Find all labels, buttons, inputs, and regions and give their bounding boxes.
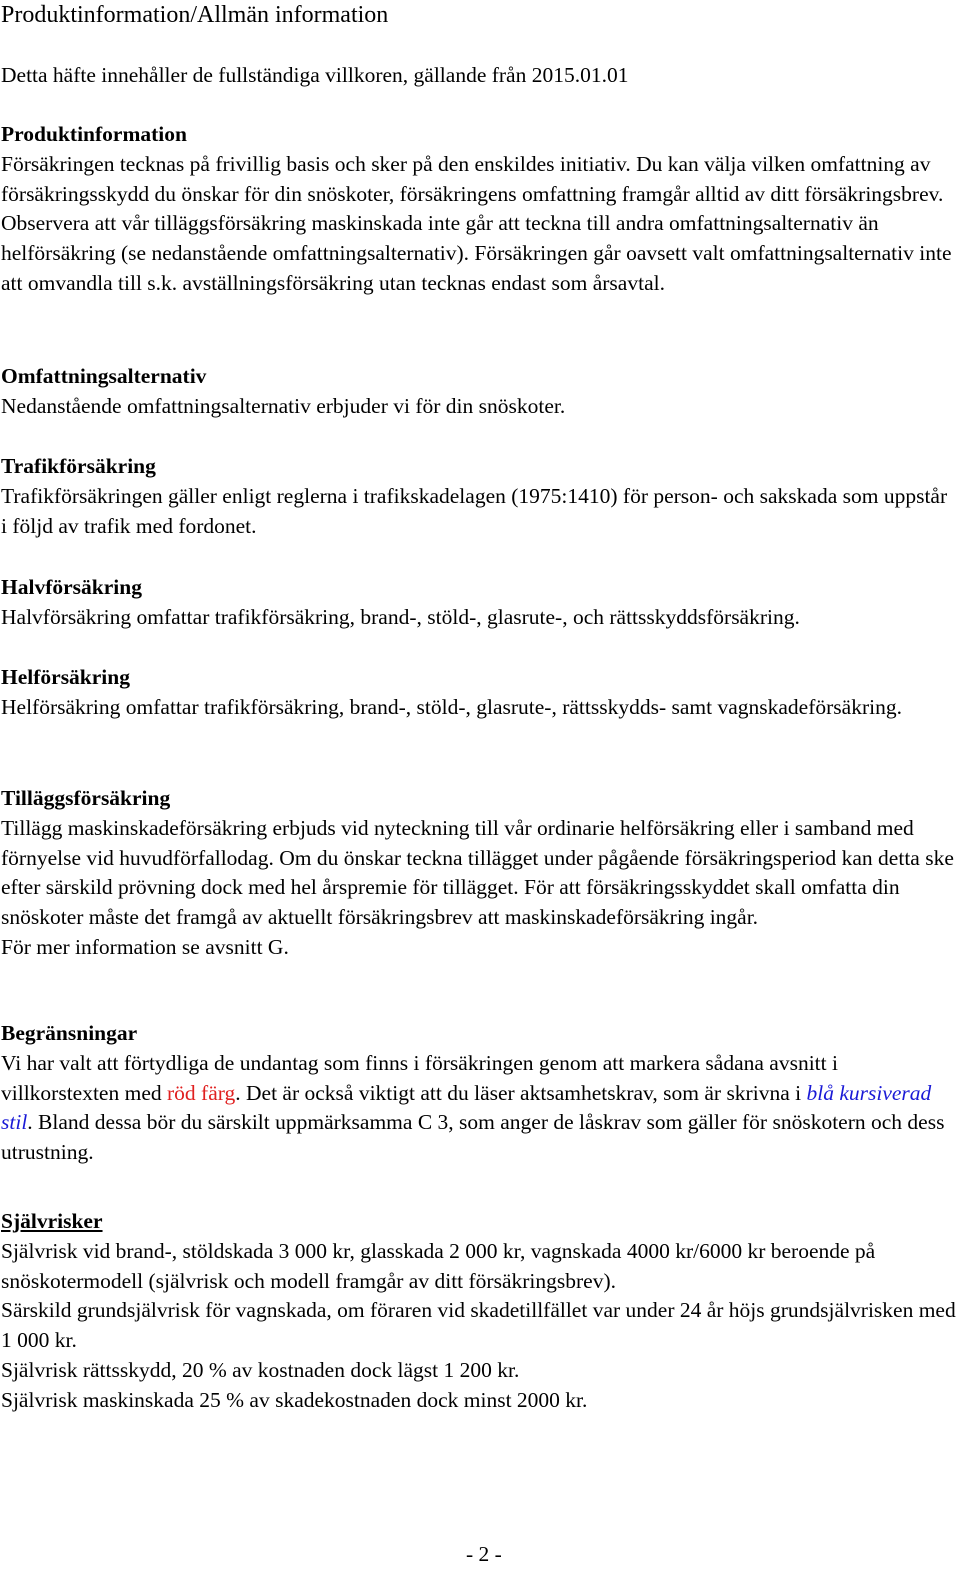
body-text-part: Vi har valt att förtydliga de undantag som finns i försäkringen genom att markera sådana avsnitt i villkorstexten med xyxy=(1,1050,838,1105)
section-tillaggsforsakring xyxy=(1,784,956,963)
deductible-line: Självrisk rättsskydd, 20 % av kostnaden dock lägst 1 200 kr. xyxy=(1,1357,520,1382)
section-heading: Halvförsäkring xyxy=(1,575,142,599)
section-body: Helförsäkring omfattar trafikförsäkring, brand-, stöld-, glasrute-, rättsskydds- samt vagnskadeförsäkring. xyxy=(1,694,902,719)
deductible-line: Särskild grundsjälvrisk för vagnskada, om föraren vid skadetillfället var under 24 år höjs grundsjälvrisken med 1 000 kr. xyxy=(1,1298,956,1353)
section-body: Nedanstående omfattningsalternativ erbjuder vi för din snöskoter. xyxy=(1,393,566,418)
section-heading: Självrisker xyxy=(1,1209,103,1233)
section-body: Försäkringen tecknas på frivillig basis och sker på den enskildes initiativ. Du kan välja vilken omfattning av försäkringsskydd du önskar för din snöskoter, försäkringens omfattning framgår alltid av ditt försäkringsbrev. Observera att vår tilläggsförsäkring maskinskada inte går att teckna till andra omfattningsalternativ än helförsäkring (se nedanstående omfattningsalternativ). Försäkringen går oavsett valt omfattningsalternativ inte att omvandla till s.k. avställningsförsäkring utan tecknas endast som årsavtal. xyxy=(1,151,952,295)
section-body: Trafikförsäkringen gäller enligt reglerna i trafikskadelagen (1975:1410) för person- och sakskada som uppstår i följd av trafik med fordonet. xyxy=(1,483,948,538)
section-begransningar xyxy=(1,1019,956,1168)
body-text-part: . Bland dessa bör du särskilt uppmärksamma C 3, som anger de låskrav som gäller för snöskotern och dess utrustning. xyxy=(1,1110,945,1165)
section-body: Halvförsäkring omfattar trafikförsäkring, brand-, stöld-, glasrute-, och rättsskyddsförsäkring. xyxy=(1,604,800,629)
section-heading: Produktinformation xyxy=(1,122,187,146)
body-text-part: . Det är också viktigt att du läser aktsamhetskrav, som är skrivna i xyxy=(235,1080,807,1105)
section-trafikforsakring xyxy=(1,452,956,541)
deductible-line: Självrisk vid brand-, stöldskada 3 000 kr, glasskada 2 000 kr, vagnskada 4000 kr/6000 kr beroende på snöskotermodell (självrisk och modell framgår av ditt försäkringsbrev). xyxy=(1,1238,876,1293)
deductible-line: Självrisk maskinskada 25 % av skadekostnaden dock minst 2000 kr. xyxy=(1,1387,588,1412)
page-title: Produktinformation/Allmän information xyxy=(1,2,389,28)
section-produktinformation xyxy=(1,120,956,299)
section-sjalvrisker xyxy=(1,1207,956,1416)
section-halvforsakring xyxy=(1,573,956,633)
section-heading: Tilläggsförsäkring xyxy=(1,786,171,810)
section-body xyxy=(1,1049,956,1168)
intro-text: Detta häfte innehåller de fullständiga villkoren, gällande från 2015.01.01 xyxy=(1,63,629,87)
section-helforsakring xyxy=(1,663,956,723)
section-heading: Trafikförsäkring xyxy=(1,454,156,478)
red-text-sample: röd färg xyxy=(167,1080,236,1105)
section-heading: Helförsäkring xyxy=(1,665,130,689)
page-number: - 2 - xyxy=(466,1542,502,1566)
section-body-more-info: För mer information se avsnitt G. xyxy=(1,934,289,959)
section-body: Tillägg maskinskadeförsäkring erbjuds vid nyteckning till vår ordinarie helförsäkring eller i samband med förnyelse vid huvudförfallodag. Om du önskar teckna tillägget under pågående försäkringsperiod kan detta ske efter särskild prövning dock med hel årspremie för tillägget. För att försäkringsskyddet skall omfatta din snöskoter måste det framgå av aktuellt försäkringsbrev att maskinskadeförsäkring ingår. xyxy=(1,815,954,930)
blue-italic-text-sample: blå kursiverad stil xyxy=(1,1080,932,1135)
section-omfattningsalternativ xyxy=(1,362,956,422)
section-heading: Begränsningar xyxy=(1,1021,138,1045)
section-heading: Omfattningsalternativ xyxy=(1,364,207,388)
